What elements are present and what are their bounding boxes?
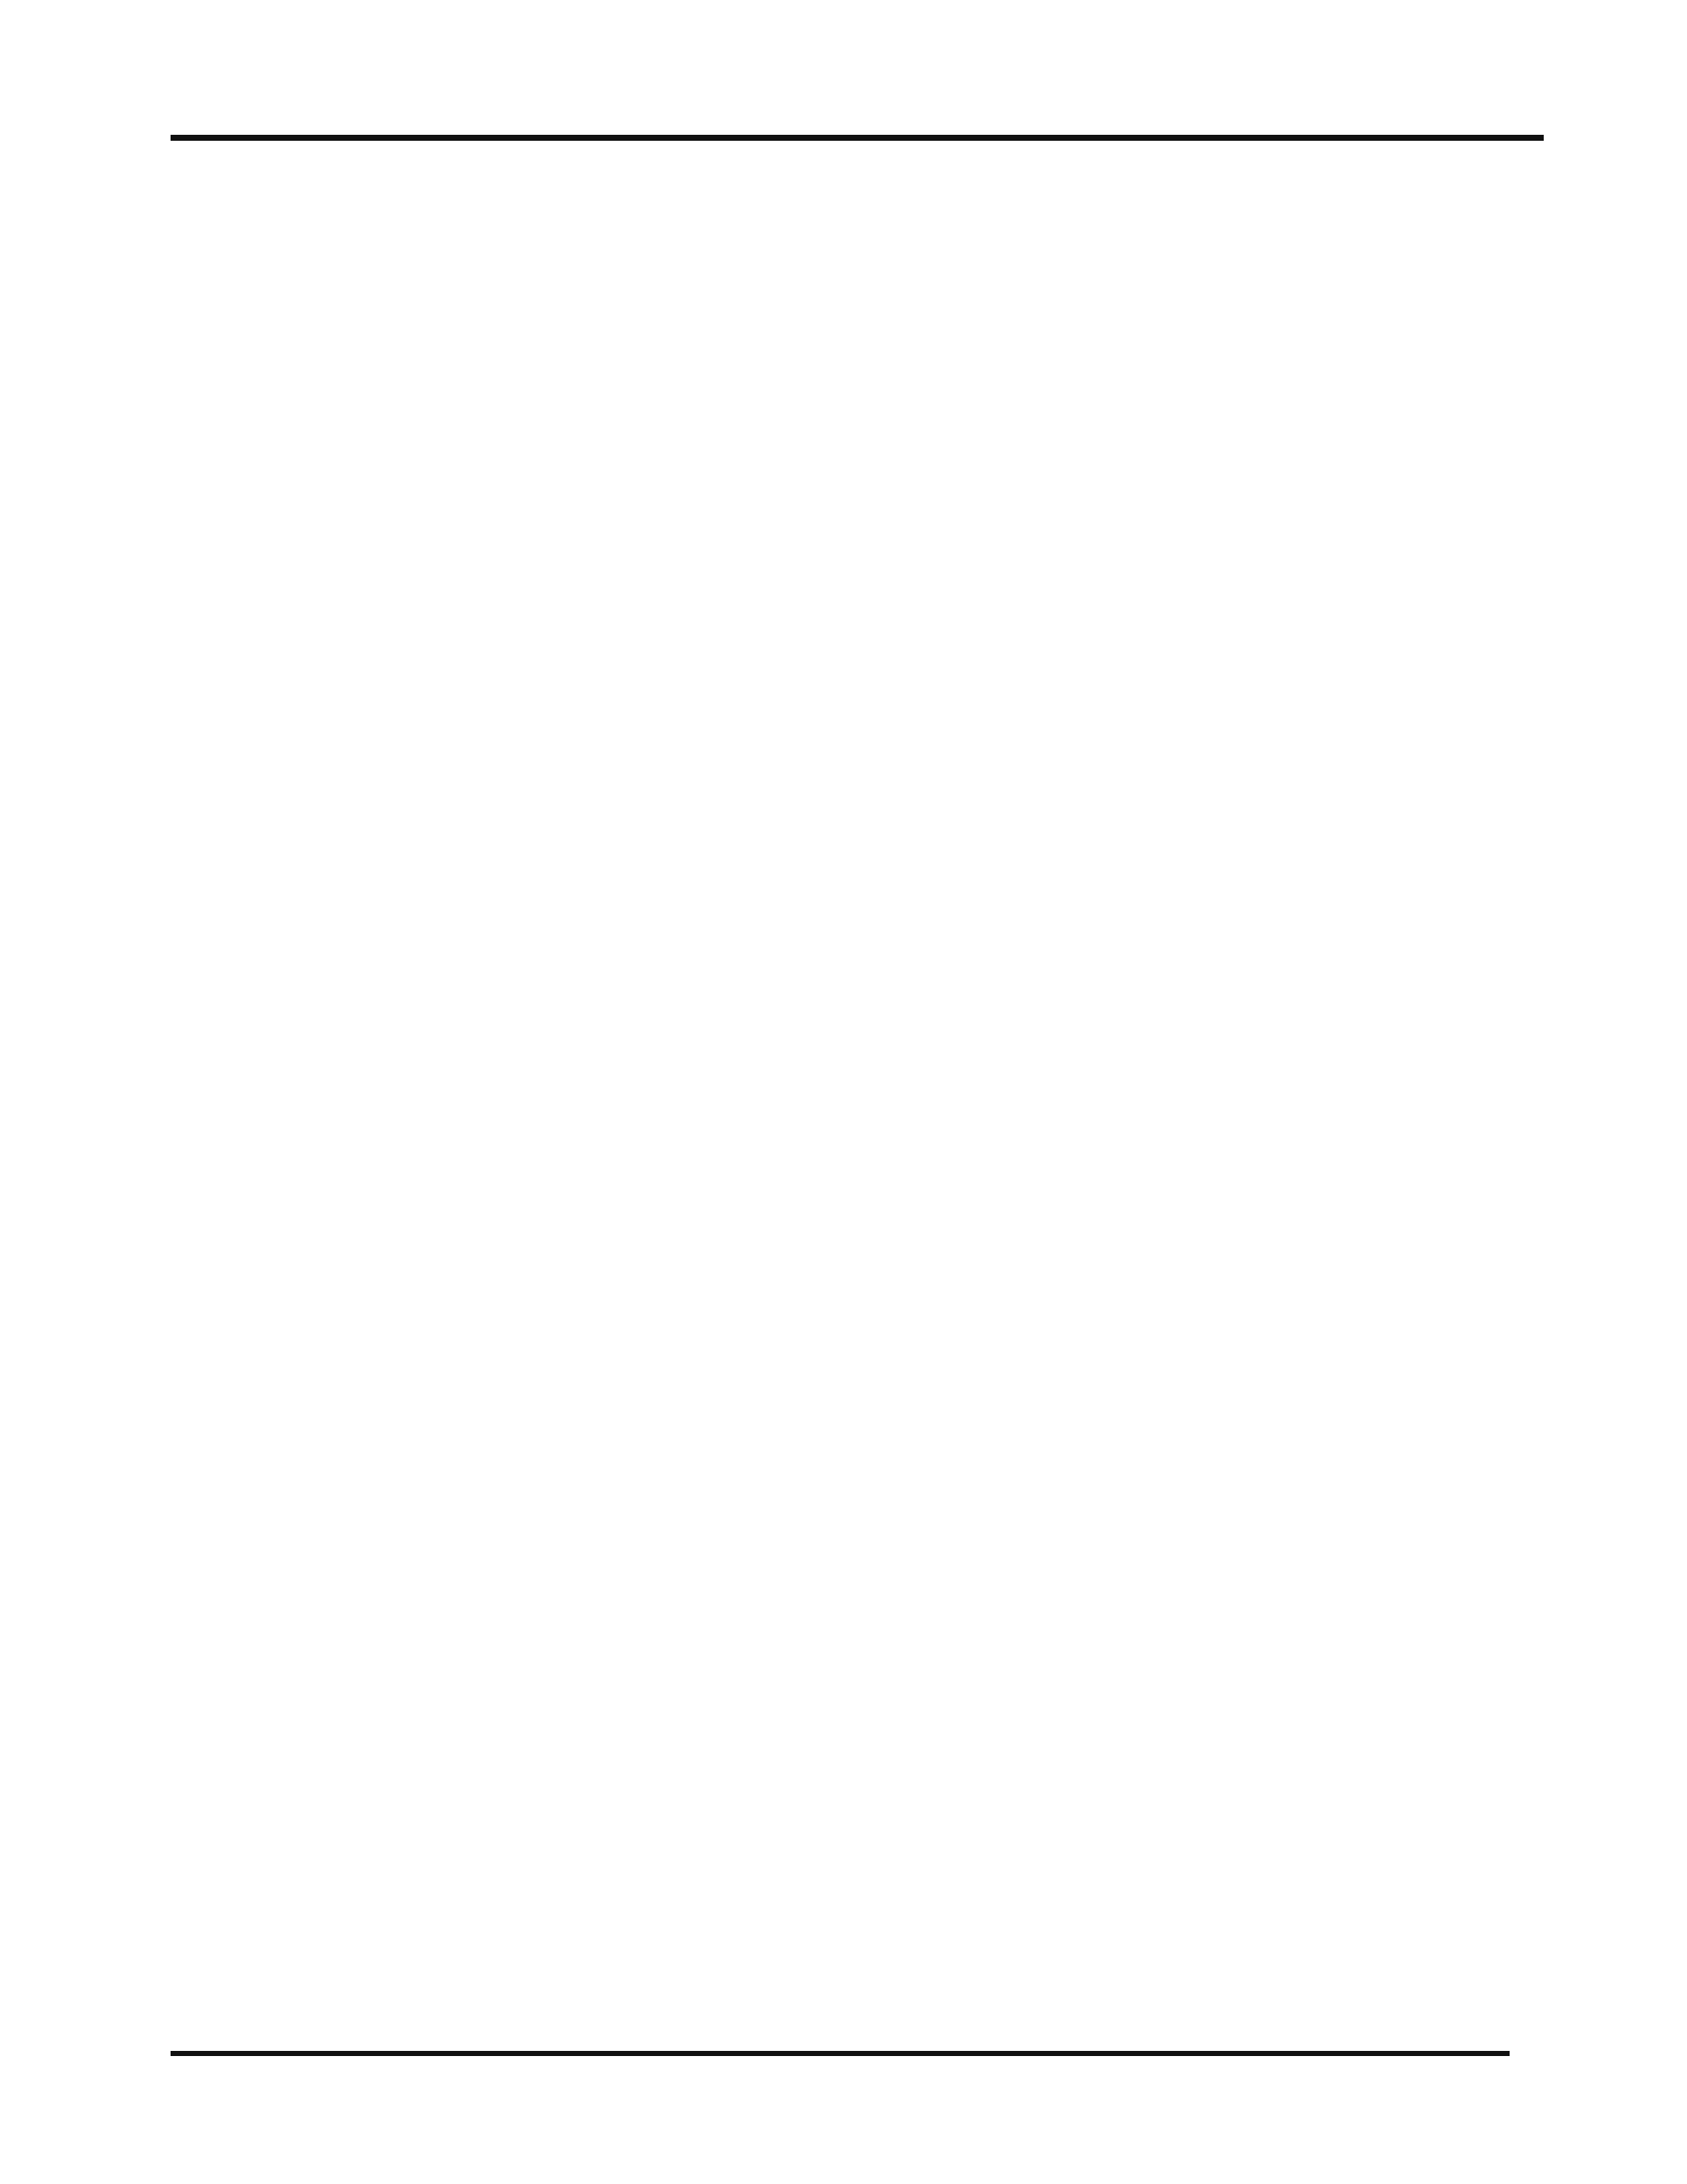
footer-rule	[171, 2051, 1510, 2056]
header-rule	[171, 135, 1544, 141]
